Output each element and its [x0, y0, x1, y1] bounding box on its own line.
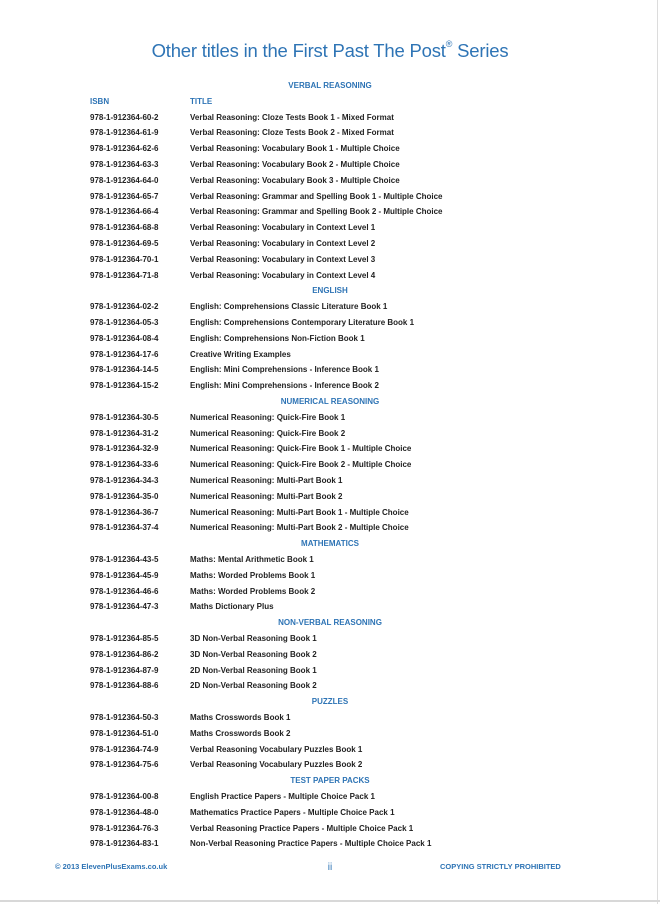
isbn-cell: 978-1-912364-08-4	[90, 333, 159, 343]
table-row	[0, 745, 660, 759]
table-row	[0, 760, 660, 774]
isbn-cell: 978-1-912364-02-2	[90, 302, 159, 312]
isbn-cell: 978-1-912364-37-4	[90, 523, 159, 533]
isbn-cell: 978-1-912364-05-3	[90, 318, 159, 327]
footer-notice: COPYING STRICTLY PROHIBITED	[440, 862, 561, 871]
section-heading: NUMERICAL REASONING	[280, 397, 380, 406]
table-row	[0, 223, 660, 237]
title-cell: Verbal Reasoning: Vocabulary in Context Level 2	[190, 239, 376, 248]
title-cell: Verbal Reasoning Practice Papers - Multiple Choice Pack 1	[190, 823, 414, 833]
section-heading: TEST PAPER PACKS	[290, 776, 370, 786]
table-row	[0, 634, 660, 648]
isbn-cell: 978-1-912364-63-3	[90, 160, 159, 169]
table-row	[0, 587, 660, 601]
table-row	[0, 334, 660, 348]
isbn-cell: 978-1-912364-31-2	[90, 428, 159, 438]
title-cell: Maths Crosswords Book 2	[190, 728, 291, 738]
title-cell: Verbal Reasoning: Vocabulary Book 3 - Multiple Choice	[190, 175, 400, 185]
table-row	[0, 128, 660, 142]
isbn-cell: 978-1-912364-70-1	[90, 254, 159, 264]
title-cell: Maths: Worded Problems Book 1	[190, 570, 316, 580]
table-row	[0, 713, 660, 727]
isbn-cell: 978-1-912364-69-5	[90, 239, 159, 248]
title-cell: 3D Non-Verbal Reasoning Book 1	[190, 634, 317, 643]
table-row	[0, 318, 660, 332]
table-row	[0, 255, 660, 269]
isbn-cell: 978-1-912364-71-8	[90, 270, 159, 280]
isbn-cell: 978-1-912364-35-0	[90, 491, 159, 501]
isbn-cell: 978-1-912364-62-6	[90, 144, 159, 154]
isbn-cell: 978-1-912364-65-7	[90, 191, 159, 201]
footer-copyright: © 2013 ElevenPlusExams.co.uk	[55, 862, 168, 871]
title-cell: Maths: Worded Problems Book 2	[190, 586, 316, 596]
table-row	[0, 413, 660, 427]
title-cell: Numerical Reasoning: Multi-Part Book 1 - Multiple Choice	[190, 507, 409, 517]
isbn-cell: 978-1-912364-86-2	[90, 649, 159, 659]
title-cell: English: Comprehensions Contemporary Literature Book 1	[190, 318, 415, 327]
table-row	[0, 460, 660, 474]
section-heading: PUZZLES	[311, 697, 349, 707]
title-cell: Mathematics Practice Papers - Multiple Choice Pack 1	[190, 807, 395, 817]
isbn-cell: 978-1-912364-87-9	[90, 665, 159, 675]
title-cell: 2D Non-Verbal Reasoning Book 2	[190, 681, 317, 691]
table-row	[0, 444, 660, 458]
page-title-text: Other titles in the First Past The Post	[151, 40, 446, 61]
table-row	[0, 381, 660, 395]
title-cell: Verbal Reasoning: Cloze Tests Book 1 - Mixed Format	[190, 112, 394, 122]
table-row	[0, 176, 660, 190]
isbn-cell: 978-1-912364-00-8	[90, 792, 159, 801]
page-title	[0, 40, 660, 62]
table-row	[0, 808, 660, 822]
page-edge-bottom	[0, 900, 660, 902]
table-row	[0, 239, 660, 253]
title-cell: Numerical Reasoning: Multi-Part Book 1	[190, 476, 343, 485]
isbn-cell: 978-1-912364-45-9	[90, 570, 159, 580]
table-row	[0, 429, 660, 443]
title-cell: 3D Non-Verbal Reasoning Book 2	[190, 649, 317, 659]
footer-page-number: ii	[327, 862, 333, 873]
table-row	[0, 523, 660, 537]
table-row	[0, 508, 660, 522]
isbn-cell: 978-1-912364-76-3	[90, 823, 159, 833]
isbn-cell: 978-1-912364-51-0	[90, 728, 159, 738]
isbn-cell: 978-1-912364-46-6	[90, 586, 159, 596]
table-row	[0, 192, 660, 206]
title-cell: 2D Non-Verbal Reasoning Book 1	[190, 665, 317, 675]
isbn-cell: 978-1-912364-30-5	[90, 412, 159, 422]
title-cell: Maths: Mental Arithmetic Book 1	[190, 555, 314, 564]
isbn-cell: 978-1-912364-15-2	[90, 381, 159, 391]
section-heading: MATHEMATICS	[301, 539, 359, 549]
title-cell: Verbal Reasoning: Vocabulary Book 2 - Multiple Choice	[190, 160, 400, 169]
title-cell: Numerical Reasoning: Multi-Part Book 2 - Multiple Choice	[190, 523, 409, 533]
title-cell: Maths Dictionary Plus	[190, 602, 274, 612]
title-cell: English: Comprehensions Classic Literature Book 1	[190, 302, 388, 312]
table-row	[0, 824, 660, 838]
table-row	[0, 144, 660, 158]
page-title-suffix: Series	[457, 40, 509, 61]
table-row	[0, 729, 660, 743]
table-row	[0, 271, 660, 285]
isbn-cell: 978-1-912364-43-5	[90, 555, 159, 564]
title-cell: Verbal Reasoning: Vocabulary Book 1 - Multiple Choice	[190, 144, 400, 154]
table-row	[0, 350, 660, 364]
page-edge-right	[657, 0, 658, 904]
table-row	[0, 555, 660, 569]
isbn-cell: 978-1-912364-32-9	[90, 444, 159, 454]
title-cell: Numerical Reasoning: Quick-Fire Book 1	[190, 412, 346, 422]
isbn-cell: 978-1-912364-88-6	[90, 681, 159, 691]
title-cell: Verbal Reasoning: Vocabulary in Context Level 3	[190, 254, 376, 264]
isbn-cell: 978-1-912364-50-3	[90, 713, 159, 722]
isbn-cell: 978-1-912364-83-1	[90, 839, 159, 849]
isbn-cell: 978-1-912364-68-8	[90, 223, 159, 233]
isbn-cell: 978-1-912364-33-6	[90, 460, 159, 470]
isbn-cell: 978-1-912364-74-9	[90, 744, 159, 754]
table-row	[0, 666, 660, 680]
isbn-cell: 978-1-912364-75-6	[90, 760, 159, 770]
section-heading: VERBAL REASONING	[288, 81, 372, 90]
title-cell: English: Mini Comprehensions - Inference Book 2	[190, 381, 379, 391]
title-cell: Non-Verbal Reasoning Practice Papers - Multiple Choice Pack 1	[190, 839, 432, 849]
column-header-title: TITLE	[190, 96, 213, 106]
title-cell: Verbal Reasoning: Vocabulary in Context Level 4	[190, 270, 376, 280]
table-row	[0, 492, 660, 506]
isbn-cell: 978-1-912364-66-4	[90, 207, 159, 217]
title-cell: Verbal Reasoning Vocabulary Puzzles Book 1	[190, 744, 363, 754]
isbn-cell: 978-1-912364-14-5	[90, 365, 159, 375]
title-cell: Numerical Reasoning: Quick-Fire Book 2	[190, 428, 346, 438]
table-row	[0, 113, 660, 127]
isbn-cell: 978-1-912364-34-3	[90, 476, 159, 485]
isbn-cell: 978-1-912364-64-0	[90, 175, 159, 185]
title-cell: Numerical Reasoning: Quick-Fire Book 2 - Multiple Choice	[190, 460, 412, 470]
table-row	[0, 476, 660, 490]
title-cell: Numerical Reasoning: Quick-Fire Book 1 - Multiple Choice	[190, 444, 412, 454]
title-cell: Verbal Reasoning: Vocabulary in Context Level 1	[190, 223, 376, 233]
table-row	[0, 207, 660, 221]
registered-mark: ®	[445, 39, 453, 49]
table-row	[0, 302, 660, 316]
isbn-cell: 978-1-912364-17-6	[90, 349, 159, 359]
table-row	[0, 160, 660, 174]
column-header-isbn: ISBN	[90, 96, 110, 106]
isbn-cell: 978-1-912364-47-3	[90, 602, 159, 612]
title-cell: Numerical Reasoning: Multi-Part Book 2	[190, 491, 343, 501]
title-cell: English Practice Papers - Multiple Choice Pack 1	[190, 792, 375, 801]
isbn-cell: 978-1-912364-48-0	[90, 807, 159, 817]
isbn-cell: 978-1-912364-61-9	[90, 128, 159, 138]
table-row	[0, 792, 660, 806]
title-cell: Verbal Reasoning: Grammar and Spelling Book 1 - Multiple Choice	[190, 191, 443, 201]
isbn-cell: 978-1-912364-36-7	[90, 507, 159, 517]
title-cell: Verbal Reasoning Vocabulary Puzzles Book 2	[190, 760, 363, 770]
isbn-cell: 978-1-912364-85-5	[90, 634, 159, 643]
table-row	[0, 602, 660, 616]
table-row	[0, 650, 660, 664]
table-row	[0, 365, 660, 379]
isbn-cell: 978-1-912364-60-2	[90, 112, 159, 122]
title-cell: Verbal Reasoning: Grammar and Spelling Book 2 - Multiple Choice	[190, 207, 443, 217]
title-cell: Creative Writing Examples	[190, 349, 291, 359]
title-cell: English: Comprehensions Non-Fiction Book 1	[190, 333, 365, 343]
section-heading: NON-VERBAL REASONING	[278, 618, 382, 628]
section-heading: ENGLISH	[312, 286, 348, 296]
table-row	[0, 571, 660, 585]
title-cell: Verbal Reasoning: Cloze Tests Book 2 - Mixed Format	[190, 128, 394, 138]
table-row	[0, 839, 660, 853]
table-row	[0, 681, 660, 695]
title-cell: English: Mini Comprehensions - Inference Book 1	[190, 365, 379, 375]
title-cell: Maths Crosswords Book 1	[190, 713, 291, 722]
